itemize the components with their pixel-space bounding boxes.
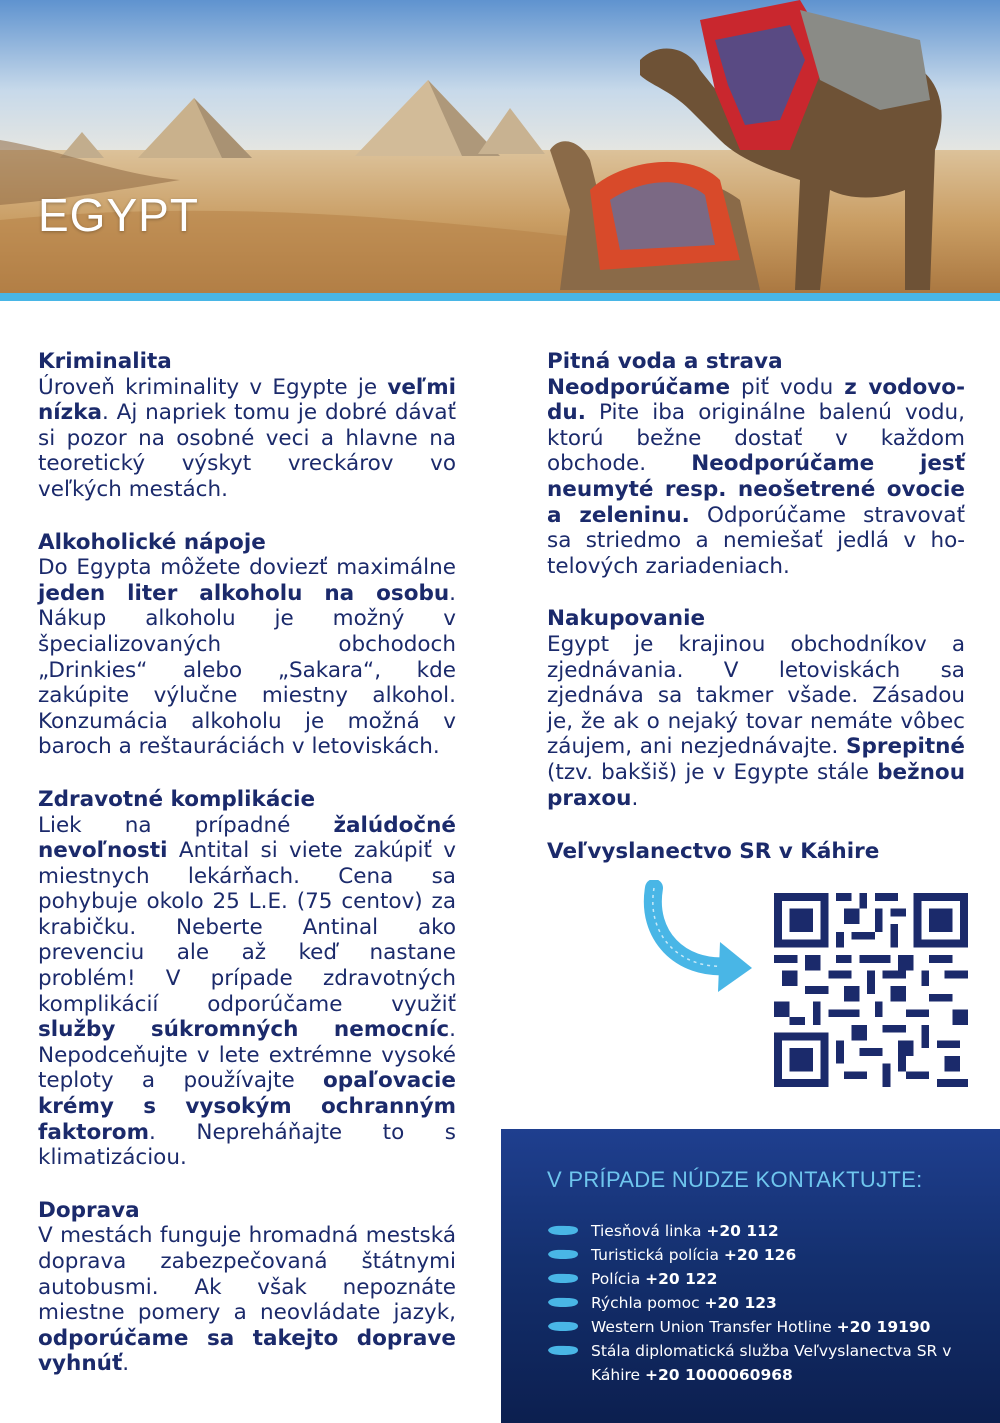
body-text: Úroveň kriminality v Egypte je: [38, 374, 388, 400]
emergency-item: [547, 1243, 987, 1267]
emergency-label: Stála diplomatická služba Veľvyslanectva SR v Káhire: [591, 1342, 952, 1384]
body-text: Liek na prípadné: [38, 812, 334, 838]
brush-stroke-icon: [547, 1224, 579, 1237]
hero-image: [0, 0, 1000, 296]
emphasis-text: žalúdočné nevoľnosti: [38, 812, 456, 864]
section-text: [38, 555, 456, 760]
section-heading: Doprava: [38, 1197, 140, 1223]
body-text: V mestách funguje hromadná mestská doprava zabezpečovaná štátnymi autobusmi. Ak však nepoznáte miestne pomery a neovládate jazyk,: [38, 1223, 456, 1326]
emergency-number[interactable]: +20 1000060968: [645, 1366, 793, 1384]
body-text: . Nepodceňujte v lete extrémne vysoké teploty a používajte: [38, 1017, 456, 1094]
section-heading: Kriminalita: [38, 349, 172, 374]
section-text: [38, 1223, 456, 1377]
section-text: [38, 813, 456, 1171]
left-column: [38, 349, 456, 1404]
body-text: Antital si viete zakúpiť v miestnych lekárňach. Cena sa pohybuje okolo 25 L.E. (75 centov) za krabičku. Neberte Antinal ako prevenciu ale až keď nastane problém! V prípade zdravotných komplikácií odporúčame využiť: [38, 838, 456, 1017]
body-text: .: [122, 1351, 130, 1377]
emergency-item: [547, 1339, 987, 1387]
emergency-label: Tiesňová linka: [591, 1222, 707, 1240]
section-kriminalita: [38, 349, 456, 503]
curved-arrow-icon: [640, 880, 760, 1000]
emphasis-text: veľmi nízka: [38, 374, 456, 426]
emergency-number[interactable]: +20 19190: [836, 1318, 931, 1336]
emergency-number[interactable]: +20 122: [645, 1270, 718, 1288]
emergency-label: Western Union Transfer Hotline: [591, 1318, 837, 1336]
page-title: EGYPT: [38, 189, 199, 241]
emergency-number[interactable]: +20 126: [723, 1246, 797, 1264]
emphasis-text: Sprepitné: [846, 734, 965, 760]
emphasis-text: Neodporúčame jesť neumyté resp. neošetrené ovocie a zeleninu.: [547, 451, 966, 528]
desert-pyramids-camels-illustration: [0, 0, 1000, 296]
body-text: Do Egypta môžete doviezť maximálne: [38, 555, 456, 581]
emergency-label: Turistická polícia: [591, 1246, 724, 1264]
section-voda-strava: [547, 349, 965, 579]
emphasis-text: jeden liter alkoholu na osobu: [38, 580, 450, 606]
section-alkohol: [38, 530, 456, 760]
body-text: Pite iba originálne balenú vodu, ktorú bežne dostať v každom obchode.: [547, 400, 965, 477]
body-text: Egypt je krajinou obchodníkov a zjednávania. V letoviskách sa zjednáva sa takmer všade. Zásadou je, že ak o nejaký tovar nemáte vôbec záujem, ani nezjednávajte.: [547, 631, 965, 760]
emphasis-text: opaľovacie krémy s vysokým ochranným faktorom: [38, 1068, 456, 1145]
emphasis-text: z vodovodu.: [547, 374, 965, 426]
right-column: [547, 349, 965, 838]
emphasis-text: Neodporúčame: [547, 374, 731, 400]
emergency-contacts-panel: [501, 1129, 1000, 1423]
embassy-label: Veľvyslanectvo SR v Káhire: [547, 839, 880, 864]
body-text: piť vodu: [730, 374, 845, 400]
body-text: (tzv. bakšiš) je v Egypte stále: [547, 759, 878, 785]
emergency-label: Polícia: [591, 1270, 646, 1288]
body-text: Odporúčame stravovať sa striedmo a nemiešať jedlá v hotelových zariadeniach.: [547, 502, 965, 579]
emergency-number[interactable]: +20 112: [706, 1222, 779, 1240]
body-text: . Aj napriek tomu je dobré dávať si pozor na osobné veci a hlavne na teoretický výskyt vreckárov vo veľkých mestách.: [38, 400, 456, 502]
emergency-title: V PRÍPADE NÚDZE KONTAKTUJTE:: [547, 1167, 923, 1192]
body-text: .: [631, 785, 639, 811]
body-text: . Nákup alkoholu je možný v špecializovaných obchodoch „Drinkies“ alebo „Sakara“, kde zakúpite výlučne miestny alkohol. Konzumácia alkoholu je možná v baroch a reštauráciách v letoviskách.: [38, 580, 456, 760]
accent-strip: [0, 293, 1000, 301]
emphasis-text: odporúčame sa takejto doprave vyhnúť: [38, 1325, 456, 1377]
brush-stroke-icon: [547, 1248, 579, 1261]
emergency-item: [547, 1219, 987, 1243]
qr-code-icon[interactable]: [774, 893, 968, 1087]
section-text: [38, 375, 456, 503]
emergency-item: [547, 1291, 987, 1315]
section-heading: Alkoholické nápoje: [38, 529, 266, 555]
body-text: . Nepreháňajte to s klimatizáciou.: [38, 1119, 456, 1171]
brush-stroke-icon: [547, 1320, 579, 1333]
brush-stroke-icon: [547, 1344, 579, 1357]
emergency-number[interactable]: +20 123: [704, 1294, 777, 1312]
brush-stroke-icon: [547, 1296, 579, 1309]
section-zdravie: [38, 787, 456, 1171]
section-doprava: [38, 1198, 456, 1377]
section-text: [547, 632, 965, 811]
emergency-item: [547, 1315, 987, 1339]
section-heading: Nakupovanie: [547, 606, 706, 632]
emphasis-text: služby súkromných nemocníc: [38, 1017, 450, 1043]
emphasis-text: bežnou praxou: [547, 759, 965, 811]
section-heading: Pitná voda a strava: [547, 349, 783, 374]
emergency-item: [547, 1267, 987, 1291]
section-text: [547, 375, 965, 580]
brush-stroke-icon: [547, 1272, 579, 1285]
section-nakupovanie: [547, 606, 965, 811]
section-heading: Zdravotné komplikácie: [38, 786, 316, 812]
emergency-label: Rýchla pomoc: [591, 1294, 705, 1312]
emergency-list: [547, 1219, 987, 1387]
